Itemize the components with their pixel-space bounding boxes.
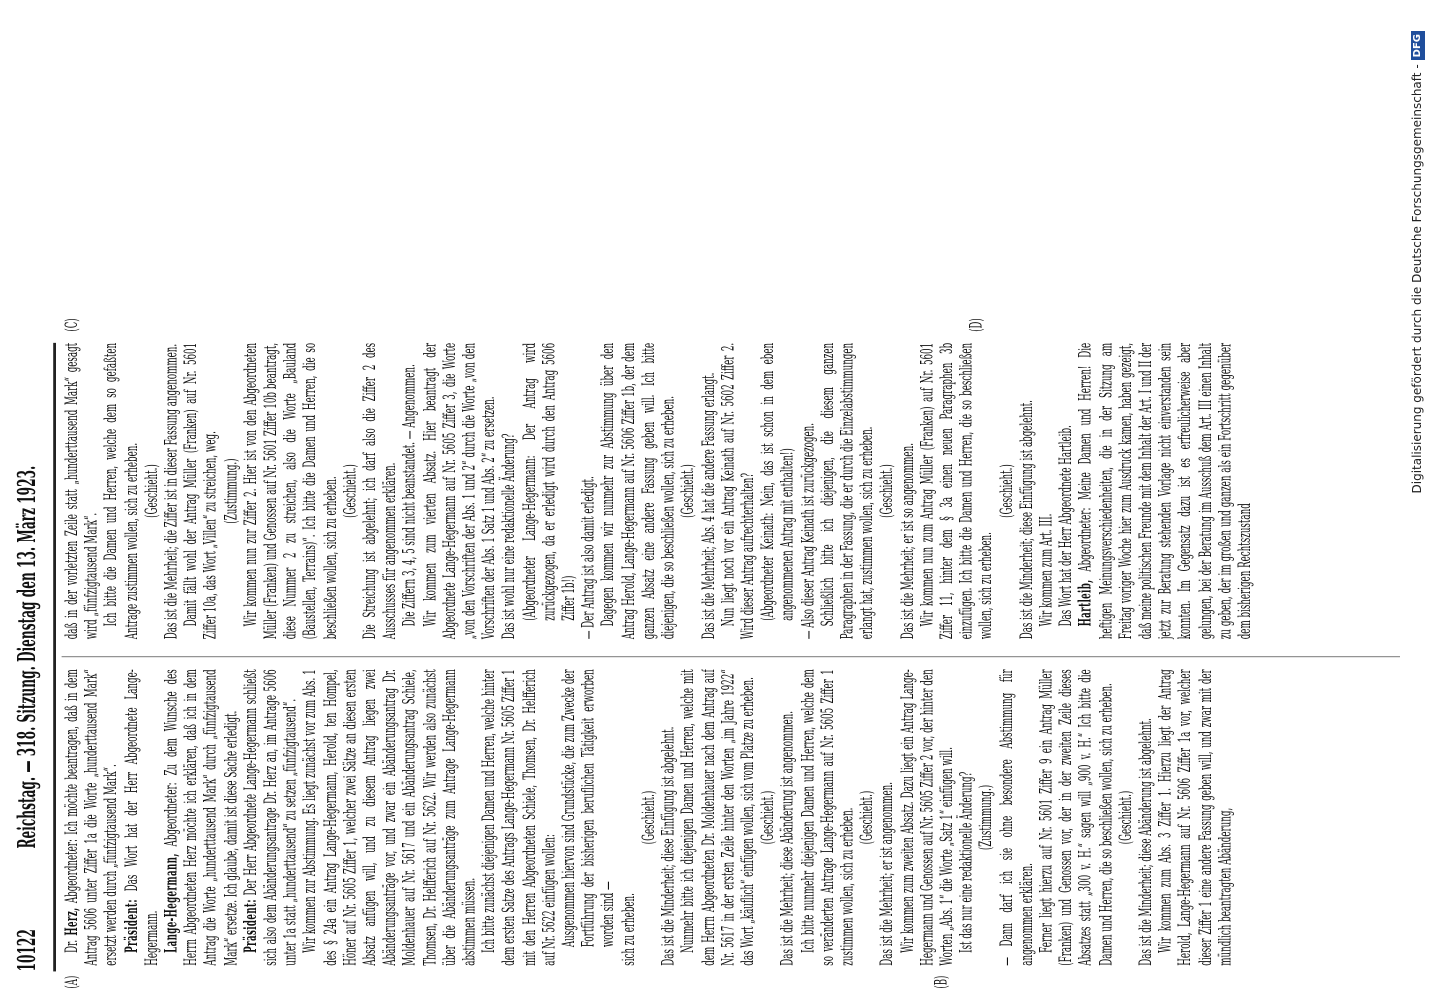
stage-direction: (Zustimmung.) xyxy=(976,784,996,851)
stage-direction: (Geschieht.) xyxy=(678,464,698,518)
speaker-name: Hartleib, xyxy=(1075,579,1096,627)
paragraph: Ich bitte nunmehr diejenigen Damen und Herren, welche dem so veränderten Antrage Lange-Hegermann auf Nr. 5605 Ziffer 1 zustimmen wollen, sich zu erheben. xyxy=(797,669,857,966)
paragraph: Das ist wohl nur eine redaktionelle Änderung? xyxy=(499,433,519,640)
header-rule xyxy=(53,343,56,972)
paragraph: Das ist die Minderheit; diese Einfügung ist abgelehnt. xyxy=(658,726,678,966)
paragraph: Wir kommen zum zweiten Absatz. Dazu liegt ein Antrag Lange-Hegermann und Genossen auf Nr. 5605 Ziffer 2 vor, der hinter den Worten „Abs. 1“ die Worte „Satz 1“ einfügen will. xyxy=(896,669,957,966)
page-header xyxy=(14,343,50,972)
paragraph: Hartleib, Abgeordneter: Meine Damen und Herren! Die heftigen Meinungsverschiedenheiten, die in der Sitzung am Freitag voriger Woche hier zum Ausdruck kamen, haben gezeigt, daß meine politischen Freunde mit dem Inhalt der Art. I und II der jetzt zur Beratung stehenden Vorlage nicht einverstanden sein konnten. Im Gegensatz dazu ist es erfreulicherweise aber gelungen, bei der Beratung im Ausschuß dem Art. III einen Inhalt zu geben, der im großen und ganzen als ein Fortschritt gegenüber dem bisherigen Rechtszustand xyxy=(1075,342,1255,640)
stage-direction: (Geschieht.) xyxy=(638,790,658,845)
paragraph: Ich bitte zunächst diejenigen Damen und Herren, welche hinter dem ersten Satze des Antrags Lange-Hegermann Nr. 5605 Ziffer 1 mit den Herren Abgeordneten Schiele, Thomsen, Dr. Helfferich auf Nr. 5622 einfügen wollen: xyxy=(479,669,559,966)
paragraph: Nunmehr bitte ich diejenigen Damen und Herren, welche mit dem Herrn Abgeordneten Dr. Moldenhauer nach dem Antrag auf Nr. 5617 in der ersten Zeile hinter den Worten „im Jahre 1922“ das Wort „käuflich“ einfügen wollen, sich vom Platze zu erheben. xyxy=(678,669,758,966)
dfg-logo: DFG xyxy=(1411,31,1425,60)
paragraph: Wir kommen nun zur Ziffer 2. Hier ist von den Abgeordneten Müller (Franken) und Genossen auf Nr. 5601 Ziffer 10b beantragt, diese Nummer 2 zu streichen, also die Worte „Bauland (Baustellen, Terrains)“. Ich bitte die Damen und Herren, die so beschließen wollen, sich zu erheben. xyxy=(240,342,340,640)
stage-direction: (Geschieht.) xyxy=(996,464,1016,518)
paragraph: Dr. Herz, Abgeordneter: Ich möchte beantragen, daß in dem Antrag 5606 unter Ziffer 1a die Worte „hunderttausend Mark“ ersetzt werden durch „fünfzigtausend Mark“. xyxy=(61,669,121,966)
paragraph: daß in der vorletzten Zeile statt „hunderttausend Mark“ gesagt wird „fünfzigtausend Mark“. xyxy=(61,342,102,640)
interjection: (Abgeordneter Lange-Hegermann: Der Antrag wird zurückgezogen, da er erledigt wird durch den Antrag 5606 Ziffer 1b!) xyxy=(518,342,579,621)
paragraph: Wir kommen zum Art. III. xyxy=(1035,513,1056,627)
paragraph: Präsident: Das Wort hat der Herr Abgeordnete Lange-Hegermann. xyxy=(121,669,161,966)
paragraph: Wir kommen zur Abstimmung. Es liegt zunächst vor zum Abs. 1 des § 24a ein Antrag Lange-Hegermann, Herold, ten Hompel, Höner auf Nr. 5605 Ziffer 1, welcher zwei Sätze an diesen ersten Absatz anfügen will, und zu diesem Antrag liegen zwei Abänderungsanträge vor, und zwar ein Abänderungsantrag Dr. Moldenhauer auf Nr. 5617 und ein Abänderungsantrag Schiele, Thomsen, Dr. Helfferich auf Nr. 5622. Wir werden also zunächst über die Abänderungsanträge zum Antrage Lange-Hegermann abstimmen müssen. xyxy=(300,669,479,966)
quoted-motion: Ausgenommen hiervon sind Grundstücke, die zum Zwecke der Fortführung der bisherigen beruflichen Tätigkeit erworben worden sind — xyxy=(558,669,619,948)
stage-direction: (Geschieht.) xyxy=(856,790,877,845)
paragraph: Dagegen kommen wir nunmehr zur Abstimmung über den Antrag Herold, Lange-Hegermann auf Nr. 5606 Ziffer 1b, der dem ganzen Absatz eine andere Fassung geben will. Ich bitte diejenigen, die so beschließen wollen, sich zu erheben. xyxy=(598,342,678,640)
paragraph: — Der Antrag ist also damit erledigt. xyxy=(578,476,599,640)
stage-direction: (Zustimmung.) xyxy=(220,458,241,524)
paragraph: Nun liegt noch vor ein Antrag Keinath auf Nr. 5602 Ziffer 2. Wird dieser Antrag aufrechterhalten? xyxy=(717,342,758,640)
margin-marker-a: (A) xyxy=(61,975,82,989)
paragraph: Präsident: Der Herr Abgeordnete Lange-Hegermann schließt sich also dem Abänderungsantrage Dr. Herz an, im Antrage 5606 unter 1a statt „hunderttausend“ zu setzen „fünfzigtausend“. xyxy=(240,669,300,966)
paragraph: Das ist die Mehrheit; er ist angenommen. xyxy=(876,781,897,966)
paragraph: Schließlich bitte ich diejenigen, die diesem ganzen Paragraphen in der Fassung, die er durch die Einzelabstimmungen erlangt hat, zustimmen wollen, sich zu erheben. xyxy=(817,342,877,640)
speaker-name: Lange-Hegermann, xyxy=(161,853,181,953)
paragraph: — Also dieser Antrag Keinath ist zurückgezogen. xyxy=(797,422,817,640)
speaker-name: Präsident: xyxy=(240,899,261,953)
digitization-credit: Digitalisierung gefördert durch die Deutsche Forschungsgemeinschaft -DFG xyxy=(1405,15,1429,995)
stage-direction: (Geschieht.) xyxy=(1115,790,1136,845)
paragraph: Das ist die Mehrheit; diese Abänderung ist angenommen. xyxy=(777,711,798,966)
margin-marker-c: (C) xyxy=(61,318,82,332)
stage-direction: (Geschieht.) xyxy=(876,464,897,518)
stage-direction: (Geschieht.) xyxy=(757,790,778,845)
paragraph: Damit fällt wohl der Antrag Müller (Franken) auf Nr. 5601 Ziffer 10a, das Wort „Villen“ zu streichen, weg. xyxy=(180,342,221,640)
right-column xyxy=(62,343,1400,639)
column-divider xyxy=(62,656,1400,657)
paragraph: Das Wort hat der Herr Abgeordnete Hartleib. xyxy=(1055,425,1076,627)
paragraph: Das ist die Mehrheit; die Ziffer ist in dieser Fassung angenommen. xyxy=(161,343,181,640)
paragraph: — Dann darf ich sie ohne besondere Abstimmung für angenommen erklären. xyxy=(996,669,1036,966)
stage-direction: (Geschieht.) xyxy=(141,464,161,518)
paragraph: Ich bitte die Damen und Herren, welche dem so gefaßten Antrage zustimmen wollen, sich zu erheben. xyxy=(101,342,141,640)
stage-direction: (Geschieht.) xyxy=(339,464,360,518)
paragraph: Wir kommen zum Abs. 3 Ziffer 1. Hierzu liegt der Antrag Herold, Lange-Hegermann auf Nr. 5606 Ziffer 1a vor, welcher dieser Ziffer 1 eine andere Fassung geben will, und zwar mit der mündlich beantragten Abänderung, xyxy=(1155,669,1235,966)
paragraph: sich zu erheben. xyxy=(618,893,638,966)
paragraph: Das ist die Minderheit; diese Einfügung ist abgelehnt. xyxy=(1016,400,1036,640)
speaker-name: Präsident: xyxy=(121,899,141,953)
paragraph: Ist das nur eine redaktionelle Änderung? xyxy=(956,771,976,953)
page-title: Reichstag. — 318. Sitzung. Dienstag den 13. März 1923. xyxy=(14,465,42,849)
speaker-name: Herz, xyxy=(61,907,82,936)
paragraph: Das ist die Mehrheit; er ist so angenommen. xyxy=(896,443,917,640)
page-number: 10122 xyxy=(14,929,42,972)
left-column xyxy=(62,669,1400,965)
paragraph: Ferner liegt hierzu auf Nr. 5601 Ziffer 9 ein Antrag Müller (Franken) und Genossen vor, der in der zweiten Zeile dieses Absatzes statt „300 v. H.“ sagen will „900 v. H.“ Ich bitte die Damen und Herren, die so beschließen wollen, sich zu erheben. xyxy=(1035,669,1116,966)
margin-marker-d: (D) xyxy=(966,318,986,332)
page-content-rotated xyxy=(0,314,1400,1000)
paragraph: Das ist die Minderheit; diese Abänderung ist abgelehnt. xyxy=(1135,718,1155,966)
margin-marker-b: (B) xyxy=(931,975,951,989)
paragraph: Die Streichung ist abgelehnt; ich darf also die Ziffer 2 des Ausschusses für angenommen erklären. xyxy=(359,342,400,640)
paragraph: Die Ziffern 3, 4, 5 sind nicht beanstandet. — Angenommen. xyxy=(399,364,420,627)
paragraph: Wir kommen nun zum Antrag Müller (Franken) auf Nr. 5601 Ziffer 11, hinter dem § 3a einen neuen Paragraphen 3b einzufügen. Ich bitte die Damen und Herren, die so beschließen wollen, sich zu erheben. xyxy=(916,342,996,640)
interjection: (Abgeordneter Keinath: Nein, das ist schon in dem eben angenommenen Antrag mit enthalten!) xyxy=(757,342,798,621)
paragraph: Wir kommen zum vierten Absatz. Hier beantragt der Abgeordnete Lange-Hegermann auf Nr. 5605 Ziffer 3, die Worte „von den Vorschriften der Abs. 1 und 2“ durch die Worte „von den Vorschriften der Abs. 1 Satz 1 und Abs. 2“ zu ersetzen. xyxy=(419,342,499,640)
paragraph: Lange-Hegermann, Abgeordneter: Zu dem Wunsche des Herrn Abgeordneten Herz möchte ich erklären, daß ich in dem Antrag die Worte „hunderttausend Mark“ durch „fünfzigtausend Mark“ ersetze. Ich glaube, damit ist diese Sache erledigt. xyxy=(161,669,241,966)
paragraph: Das ist die Mehrheit; Abs. 4 hat die andere Fassung erlangt. xyxy=(697,372,718,640)
